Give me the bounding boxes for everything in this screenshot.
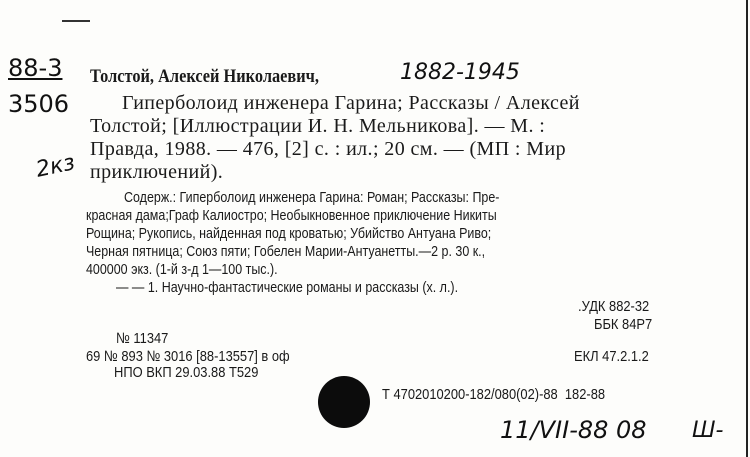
handwritten-call-number-bottom: 3506 bbox=[8, 90, 70, 118]
contents-line-3: Рощина; Рукопись, найденная под кроватью; Убийство Антуана Риво; bbox=[86, 226, 492, 242]
title-line-1: Гиперболоид инженера Гарина; Рассказы / Алексей bbox=[122, 92, 580, 114]
title-line-3: Правда, 1988. — 476, [2] с. : ил.; 20 см. — (МП : Мир bbox=[90, 138, 566, 160]
title-line-4: приключений). bbox=[90, 161, 224, 183]
index-line: Т 4702010200-182/080(02)-88 182-88 bbox=[382, 386, 606, 403]
author-heading: Толстой, Алексей Николаевич, bbox=[90, 66, 319, 87]
card-punch-hole bbox=[318, 376, 370, 428]
card-number: № 11347 bbox=[116, 330, 169, 347]
top-dash-mark bbox=[62, 20, 90, 22]
handwritten-side-note: 2кз bbox=[33, 150, 78, 183]
title-line-2: Толстой; [Иллюстрации И. Н. Мельникова]. — М. : bbox=[90, 115, 546, 137]
contents-line-5: 400000 экз. (1-й з-д 1—100 тыс.). bbox=[86, 262, 278, 278]
subject-heading: — — 1. Научно-фантастические романы и рассказы (х. л.). bbox=[116, 280, 459, 296]
contents-line-4: Черная пятница; Союз пяти; Гобелен Марии-Антуанетты.—2 р. 30 к., bbox=[86, 244, 486, 260]
card-right-edge bbox=[746, 0, 748, 457]
handwritten-corner-note: Ш- bbox=[692, 418, 724, 443]
handwritten-life-years: 1882-1945 bbox=[400, 60, 520, 85]
bbk-code: ББК 84Р7 bbox=[594, 316, 653, 333]
handwritten-date-note: 11/VII-88 08 bbox=[500, 416, 647, 444]
handwritten-call-number-top: 88-3 bbox=[8, 54, 63, 82]
udk-code: .УДК 882-32 bbox=[578, 298, 650, 315]
contents-line-1: Содерж.: Гиперболоид инженера Гарина: Роман; Рассказы: Пре- bbox=[124, 190, 500, 206]
contents-line-2: красная дама;Граф Калиостро; Необыкновенное приключение Никиты bbox=[86, 208, 497, 224]
print-line-left: 69 № 893 № 3016 [88-13557] в оф bbox=[86, 348, 290, 365]
print-line-right: ЕКЛ 47.2.1.2 bbox=[574, 348, 649, 365]
npo-line: НПО ВКП 29.03.88 Т529 bbox=[114, 364, 259, 381]
